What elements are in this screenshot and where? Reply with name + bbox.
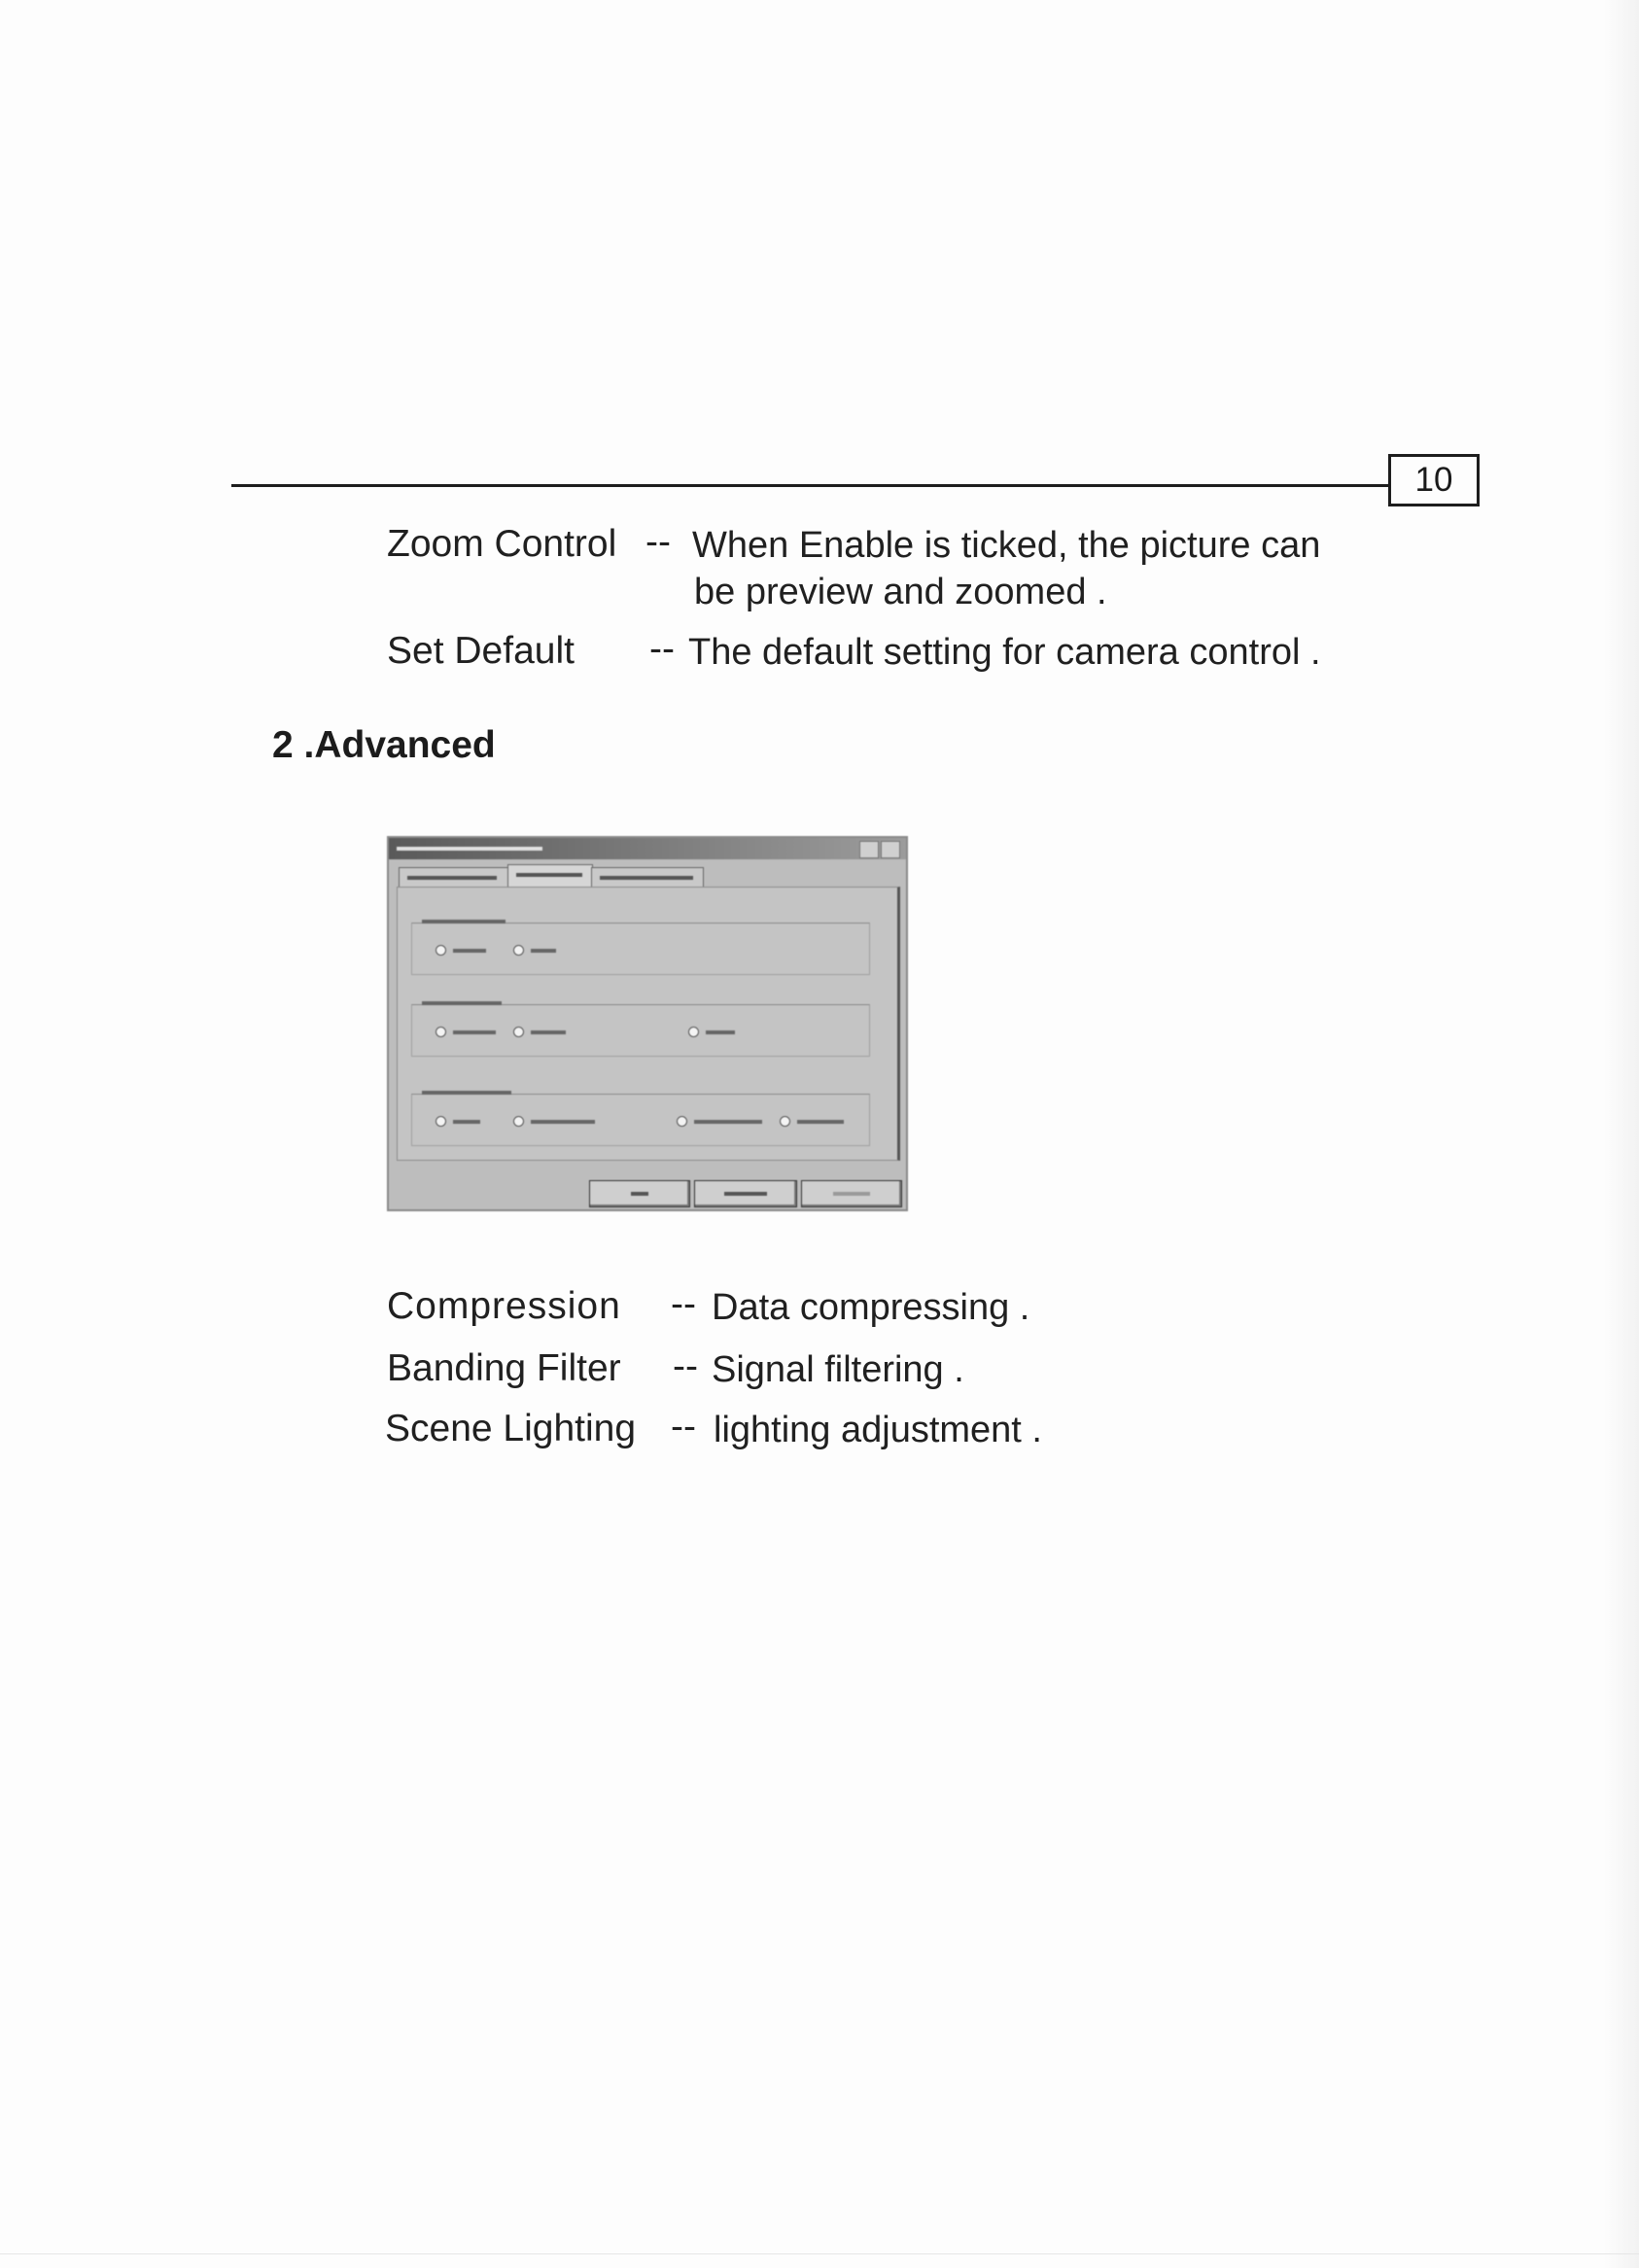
desc-zoom-control-line1: When Enable is ticked, the picture can bbox=[692, 525, 1321, 566]
dialog-ok-button bbox=[589, 1180, 690, 1207]
page-edge-shade bbox=[1604, 0, 1639, 2268]
radio bbox=[780, 1116, 790, 1127]
desc-set-default: The default setting for camera control . bbox=[688, 632, 1321, 673]
term-zoom-control: Zoom Control bbox=[387, 523, 617, 565]
close-icon bbox=[881, 841, 900, 858]
desc-banding-filter: Signal filtering . bbox=[712, 1349, 964, 1390]
group-banding-filter bbox=[411, 1004, 870, 1057]
tab-1 bbox=[399, 867, 509, 888]
term-scene-lighting: Scene Lighting bbox=[385, 1408, 637, 1449]
page-bottom-edge bbox=[0, 2253, 1639, 2254]
section-heading: 2 .Advanced bbox=[272, 724, 496, 766]
desc-scene-lighting: lighting adjustment . bbox=[714, 1410, 1042, 1450]
term-compression: Compression bbox=[387, 1285, 621, 1327]
radio bbox=[436, 1027, 446, 1037]
group-scene-lighting bbox=[411, 1094, 870, 1146]
desc-compression: Data compressing . bbox=[712, 1287, 1030, 1328]
page-number: 10 bbox=[1388, 454, 1480, 506]
help-icon bbox=[859, 841, 879, 858]
term-set-default: Set Default bbox=[387, 630, 575, 672]
separator: -- bbox=[645, 521, 671, 563]
desc-zoom-control-line2: be preview and zoomed . bbox=[694, 572, 1107, 612]
separator: -- bbox=[671, 1406, 696, 1448]
radio bbox=[513, 945, 524, 956]
radio bbox=[436, 945, 446, 956]
dialog-apply-button bbox=[801, 1180, 902, 1207]
radio bbox=[677, 1116, 687, 1127]
separator: -- bbox=[649, 628, 675, 670]
term-banding-filter: Banding Filter bbox=[387, 1347, 621, 1389]
dialog-title-bar bbox=[389, 838, 906, 859]
dialog-title-text bbox=[397, 847, 542, 851]
dialog-screenshot bbox=[387, 836, 908, 1211]
separator: -- bbox=[671, 1283, 696, 1325]
tab-3 bbox=[591, 867, 704, 888]
separator: -- bbox=[673, 1345, 698, 1387]
tab-advanced bbox=[507, 864, 593, 888]
dialog-cancel-button bbox=[694, 1180, 797, 1207]
radio bbox=[513, 1116, 524, 1127]
radio bbox=[436, 1116, 446, 1127]
radio bbox=[688, 1027, 699, 1037]
dialog-panel bbox=[397, 887, 900, 1161]
radio bbox=[513, 1027, 524, 1037]
group-compression bbox=[411, 923, 870, 975]
header-rule bbox=[231, 484, 1390, 487]
